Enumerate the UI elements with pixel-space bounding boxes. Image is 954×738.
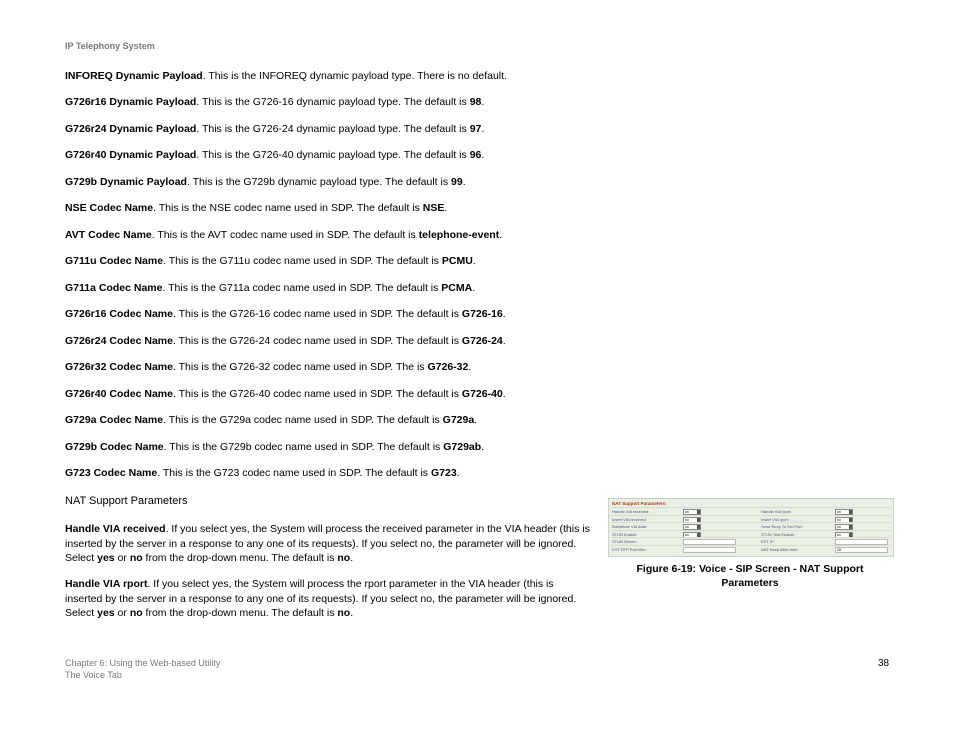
param-desc: . This is the G729a codec name used in SDP. The default is [163,414,443,426]
text-field[interactable] [683,547,736,553]
param-name: G726r16 Codec Name [65,308,173,320]
parameter-entry [65,254,476,269]
param-default: G729a [442,414,475,426]
select-field[interactable]: no [683,517,701,523]
page-number: 38 [878,658,890,669]
option-yes: yes [97,607,115,619]
select-field[interactable]: no [835,524,853,530]
param-default: 98 [469,96,482,108]
field-label: NAT Keep Alive Intvl: [761,546,799,552]
param-default: 99 [451,176,463,188]
parameter-entry [65,413,477,428]
parameter-entry [65,466,460,481]
param-default: no [337,607,351,619]
param-desc: . This is the G729b codec name used in SDP. The default is [163,441,444,453]
connector-text: or [114,607,130,619]
period: . [474,414,478,426]
period: . [350,607,354,619]
param-name: AVT Codec Name [65,229,152,241]
param-default: 97 [469,123,482,135]
parameter-entry [65,69,507,84]
period: . [444,202,448,214]
parameter-entry [65,334,506,349]
param-name: Handle VIA received [65,523,166,535]
screenshot-row [611,545,891,553]
param-name: Handle VIA rport [65,578,148,590]
select-field[interactable]: no [835,532,853,538]
period: . [472,255,476,267]
parameter-entry [65,387,506,402]
parameter-entry [65,228,502,243]
param-name: NSE Codec Name [65,202,154,214]
select-field[interactable]: no [835,509,853,515]
parameter-entry [65,440,484,455]
param-default: 96 [469,149,482,161]
param-desc: . This is the G726-24 codec name used in SDP. The default is [172,335,462,347]
param-desc: . If you select yes, the System will process the received parameter in the VIA header (this is inserted by the server in a response to any one of its requests). If you select no, the parameter will be ignored. Select [65,523,590,564]
param-default: PCMA [441,282,473,294]
param-name: G729b Dynamic Payload [65,176,187,188]
field-label: EXT RTP Port Min: [612,546,646,552]
period: . [472,282,476,294]
param-name: G711a Codec Name [65,282,163,294]
param-default: G726-40 [461,388,503,400]
parameter-entry [65,201,447,216]
param-name: G723 Codec Name [65,467,158,479]
param-name: INFOREQ Dynamic Payload [65,70,203,82]
period: . [462,176,466,188]
param-name: G711u Codec Name [65,255,164,267]
handle-via-received-paragraph [65,522,590,566]
period: . [502,308,506,320]
period: . [499,229,503,241]
param-default: G723 [430,467,457,479]
param-default: G726-32 [427,361,469,373]
param-default: G726-16 [461,308,503,320]
section-title: NAT Support Parameters [65,495,188,507]
footer-section: The Voice Tab [65,670,122,680]
field-label: EXT IP: [761,539,775,544]
parameter-entry [65,360,471,375]
field-label: Substitute VIA Addr: [612,524,648,529]
footer-chapter: Chapter 6: Using the Web-based Utility [65,658,221,668]
period: . [502,388,506,400]
parameter-entry [65,122,484,137]
param-desc: . This is the G726-24 dynamic payload type. The default is [196,123,470,135]
field-label: Handle VIA rport: [761,509,792,514]
param-desc: . If you select yes, the System will process the rport parameter in the VIA header (this is inserted by the server in a response to any one of its requests). If you select no, the parameter will be ignored. Select [65,578,577,619]
period: . [481,123,485,135]
param-name: G729b Codec Name [65,441,164,453]
connector-text: or [114,552,130,564]
param-desc: . This is the G726-16 dynamic payload type. The default is [196,96,470,108]
param-desc: . This is the G726-40 dynamic payload type. The default is [196,149,470,161]
field-label: Send Resp To Src Port: [761,524,803,529]
parameter-entry [65,175,466,190]
param-default: G726-24 [461,335,503,347]
select-field[interactable]: no [683,509,701,515]
footer [65,657,220,681]
period: . [350,552,354,564]
select-field[interactable]: no [683,532,701,538]
field-label: Handle VIA received: [612,509,650,514]
period: . [481,441,485,453]
param-desc: . This is the AVT codec name used in SDP. The default is [151,229,419,241]
parameter-entry [65,95,484,110]
param-desc: . This is the G726-32 codec name used in SDP. The is [172,361,428,373]
period: . [468,361,472,373]
field-label: STUN Test Enable: [761,531,795,537]
param-name: G726r24 Dynamic Payload [65,123,197,135]
param-desc: . This is the INFOREQ dynamic payload type. There is no default. [202,70,507,82]
select-field[interactable]: no [835,517,853,523]
param-default: NSE [422,202,445,214]
param-name: G726r24 Codec Name [65,335,173,347]
select-field[interactable]: no [683,524,701,530]
param-desc: . This is the G729b dynamic payload type. The default is [186,176,451,188]
param-name: G729a Codec Name [65,414,164,426]
period: . [481,149,485,161]
param-name: G726r40 Codec Name [65,388,173,400]
text-field[interactable]: 15 [835,547,888,553]
nat-support-screenshot [608,498,894,557]
param-tail: from the drop-down menu. The default is [142,607,338,619]
parameter-entry [65,307,506,322]
param-desc: . This is the NSE codec name used in SDP. The default is [153,202,423,214]
param-desc: . This is the G726-40 codec name used in SDP. The default is [172,388,462,400]
option-yes: yes [97,552,115,564]
param-name: G726r16 Dynamic Payload [65,96,197,108]
param-default: telephone-event [418,229,500,241]
handle-via-rport-paragraph [65,577,590,621]
period: . [481,96,485,108]
param-default: no [337,552,351,564]
option-no: no [129,552,143,564]
running-header: IP Telephony System [65,41,155,51]
parameter-entry [65,281,475,296]
period: . [502,335,506,347]
param-name: G726r40 Dynamic Payload [65,149,197,161]
field-label: STUN Server: [612,539,637,544]
field-label: Insert VIA received: [612,516,647,522]
field-label: STUN Enable: [612,531,638,537]
period: . [456,467,460,479]
figure-caption: Figure 6-19: Voice - SIP Screen - NAT Support Parameters [636,563,864,589]
param-name: G726r32 Codec Name [65,361,173,373]
param-desc: . This is the G711a codec name used in SDP. The default is [162,282,442,294]
param-desc: . This is the G723 codec name used in SDP. The default is [157,467,431,479]
param-default: G729ab [443,441,482,453]
param-desc: . This is the G726-16 codec name used in SDP. The default is [172,308,462,320]
option-no: no [129,607,143,619]
param-tail: from the drop-down menu. The default is [142,552,338,564]
parameter-entry [65,148,484,163]
screenshot-title: NAT Support Parameters: [612,501,667,506]
param-default: PCMU [441,255,473,267]
param-desc: . This is the G711u codec name used in SDP. The default is [163,255,442,267]
field-label: Insert VIA rport: [761,516,789,522]
